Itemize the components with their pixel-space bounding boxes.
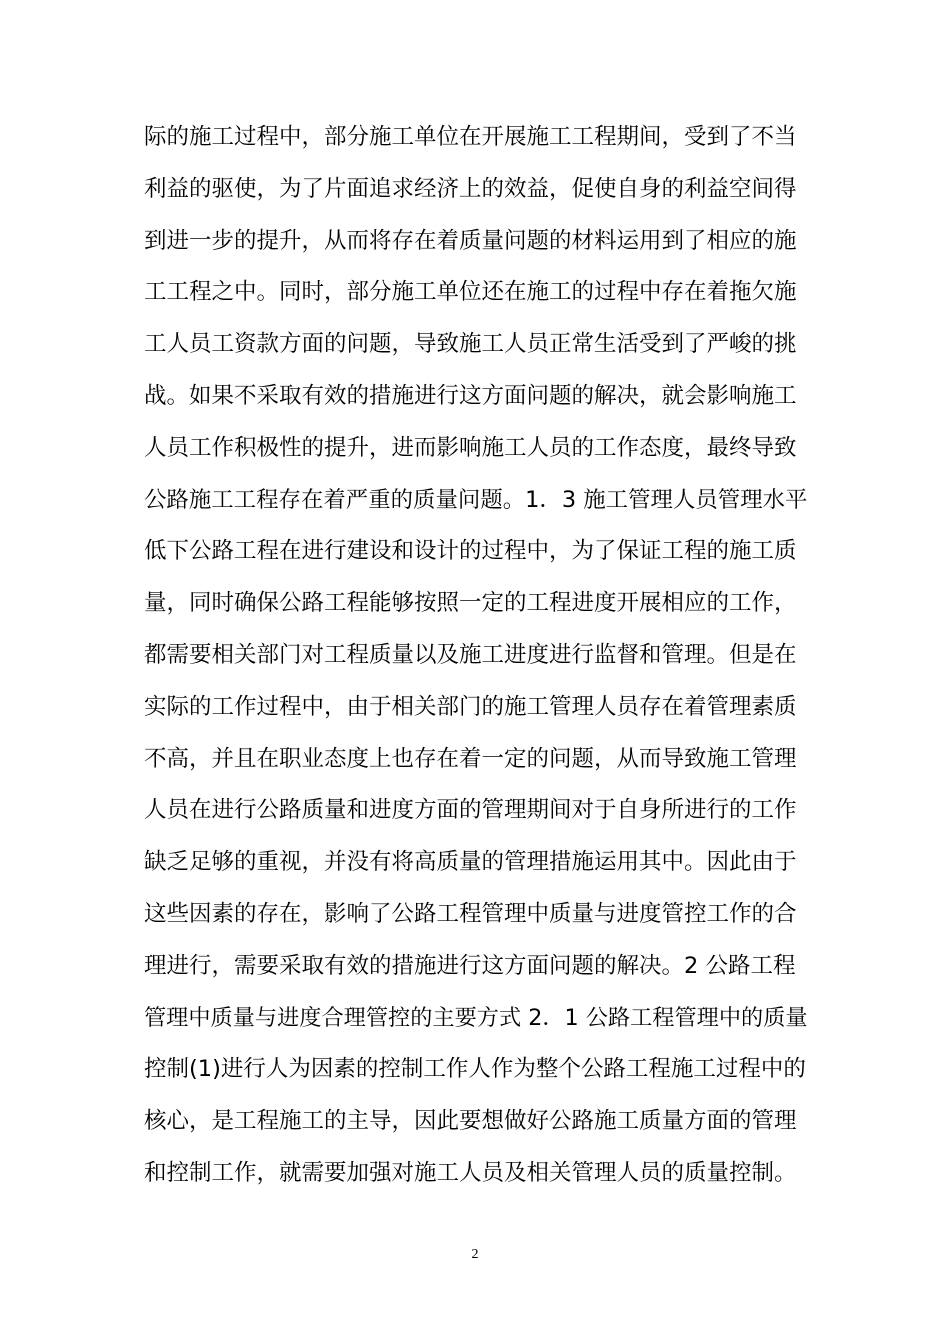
- text-line: 都需要相关部门对工程质量以及施工进度进行监督和管理。但是在: [144, 641, 797, 668]
- text-line: 管理中质量与进度合理管控的主要方式 2．1 公路工程管理中的质量: [144, 1004, 808, 1031]
- page-number: 2: [471, 1247, 479, 1262]
- body-paragraph: [144, 112, 814, 1200]
- text-line: 控制(1)进行人为因素的控制工作人作为整个公路工程施工过程中的: [144, 1056, 806, 1083]
- text-line: 和控制工作，就需要加强对施工人员及相关管理人员的质量控制。: [144, 1159, 797, 1186]
- text-line: 实际的工作过程中，由于相关部门的施工管理人员存在着管理素质: [144, 693, 797, 720]
- text-line: 这些因素的存在，影响了公路工程管理中质量与进度管控工作的合: [144, 900, 797, 927]
- text-line: 战。如果不采取有效的措施进行这方面问题的解决，就会影响施工: [144, 382, 797, 409]
- text-line: 际的施工过程中，部分施工单位在开展施工工程期间，受到了不当: [144, 124, 797, 150]
- text-line: 工工程之中。同时，部分施工单位还在施工的过程中存在着拖欠施: [144, 279, 797, 306]
- text-line: 利益的驱使，为了片面追求经济上的效益，促使自身的利益空间得: [144, 175, 797, 202]
- text-line: 人员工作积极性的提升，进而影响施工人员的工作态度，最终导致: [144, 434, 797, 461]
- text-line: 理进行，需要采取有效的措施进行这方面问题的解决。2 公路工程: [144, 952, 796, 979]
- text-line: 缺乏足够的重视，并没有将高质量的管理措施运用其中。因此由于: [144, 849, 797, 876]
- text-line: 低下公路工程在进行建设和设计的过程中，为了保证工程的施工质: [144, 538, 797, 565]
- text-line: 公路施工工程存在着严重的质量问题。1．3 施工管理人员管理水平: [144, 486, 808, 513]
- text-line: 核心，是工程施工的主导，因此要想做好公路施工质量方面的管理: [144, 1108, 797, 1135]
- text-line: 到进一步的提升，从而将存在着质量问题的材料运用到了相应的施: [144, 227, 797, 254]
- text-line: 工人员工资款方面的问题，导致施工人员正常生活受到了严峻的挑: [144, 331, 797, 358]
- text-line: 不高，并且在职业态度上也存在着一定的问题，从而导致施工管理: [144, 745, 797, 772]
- text-line: 量，同时确保公路工程能够按照一定的工程进度开展相应的工作，: [144, 590, 797, 617]
- text-line: 人员在进行公路质量和进度方面的管理期间对于自身所进行的工作: [144, 797, 797, 824]
